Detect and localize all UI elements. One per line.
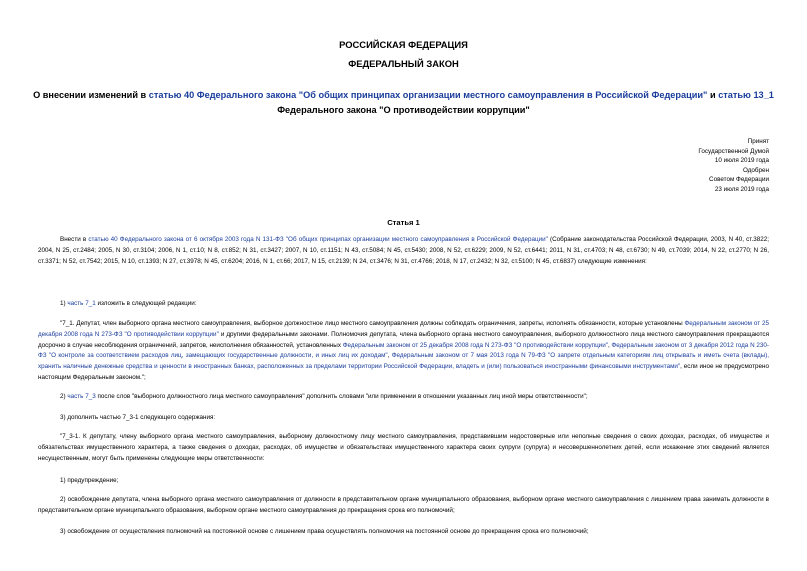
p1-text-a: Внести в [60, 236, 89, 243]
p1-link[interactable]: статью 40 Федерального закона от 6 октября 2003 года N 131-ФЗ "Об общих принципах организации местного самоуправления в Российской Федерации" [88, 236, 548, 243]
title-prefix: О внесении изменений в [33, 90, 149, 100]
paragraph-item-1 [38, 299, 769, 310]
title-line2: Федерального закона "О противодействии коррупции" [277, 105, 530, 115]
p2-text-b: изложить в следующей редакции: [95, 300, 197, 307]
paragraph-measure-2: 2) освобождение депутата, члена выборного органа местного самоуправления от должности в представительном органе муниципального образования, выборном органе местного самоуправления с лишением права занимать должности в представительном органе муниципального образования, выборном органе местного самоуправления до прекращения срока его полномочий; [38, 496, 769, 514]
adopted-label: Принят [747, 138, 769, 145]
p3-text-b: и другими федеральными законами. Полномочия депутата, члена выборного органа местного самоуправления, выборного должностного лица местного самоуправления прекращаются досрочно в случае несоблюдения ограничений, запретов, неисполнения обязанностей, установленных [38, 330, 769, 349]
law-type-heading: ФЕДЕРАЛЬНЫЙ ЗАКОН [348, 58, 459, 69]
paragraph-item-3: 3) дополнить частью 7_3-1 следующего содержания: [60, 414, 216, 421]
paragraph-measure-1: 1) предупреждение; [60, 477, 119, 484]
country-heading: РОССИЙСКАЯ ФЕДЕРАЦИЯ [339, 39, 468, 50]
p3-link-230fz[interactable]: Федеральным законом от 3 декабря 2012 года N 230-ФЗ "О контроле за соответствием расходов лиц, замещающих государственные должности, и иных лиц их доходам" [38, 341, 769, 360]
approved-label: Одобрен [742, 166, 769, 174]
p1-text-b: (Собрание законодательства Российской Федерации, 2003, N 40, ст.3822; 2004, N 25, ст.2484; 2005, N 30, ст.3104; 2006, N 1, ст.10; N 8, ст.852; N 31, ст.3427; 2007, N 10, ст.1151; N 43, ст.5084; N 45, ст.5430; 2008, N 52, ст.6229; 2009, N 52, ст.6441; 2011, N 31, ст.4703; N 48, ст.6730; N 49, ст.7039; 2014, N 22, ст.2770; N 26, ст.3371; N 52, ст.7542; 2015, N 10, ст.1393; N 27, ст.3978; N 45, ст.6204; 2016, N 1, ст.66; 2017, N 15, ст.2139; N 24, ст.3476; N 31, ст.4766; 2018, N 17, ст.2432; N 32, ст.5100; N 45, ст.6837) следующие изменения: [38, 236, 769, 265]
p3-text-a: "7_1. Депутат, член выборного органа местного самоуправления, выборное должностное лицо местного самоуправления должны соблюдать ограничения, запреты, исполнять обязанности, которые установлены [60, 320, 685, 327]
paragraph-7-3-1: "7_3-1. К депутату, члену выборного органа местного самоуправления, выборному должностному лицу местного самоуправления, представившим недостоверные или неполные сведения о своих доходах, расходах, об имуществе и обязательствах имущественного характера, а также сведения о доходах, расходах, об имуществе и обязательствах имущественного характера своих супруги (супруга) и несовершеннолетних детей, если искажение этих сведений является несущественным, могут быть применены следующие меры ответственности: [38, 433, 769, 462]
p2-text-a: 1) [60, 300, 68, 307]
law-title [20, 88, 787, 118]
p3-link-273fz[interactable]: Федеральным законом от 25 декабря 2008 года N 273-ФЗ "О противодействии коррупции" [38, 320, 769, 338]
paragraph-item-2 [38, 392, 769, 403]
approved-date: 23 июля 2019 года [714, 185, 769, 193]
p3-link-79fz[interactable]: Федеральным законом от 7 мая 2013 года N 79-ФЗ "О запрете отдельным категориям лиц открывать и иметь счета (вклады), хранить наличные денежные средства и ценности в иностранных банках, расположенных за пределами территории Российской Федерации, владеть и (или) пользоваться иностранными финансовыми инструментами" [38, 352, 769, 371]
p3-text-c: , [607, 341, 612, 349]
p4-text-a: 2) [60, 393, 68, 400]
paragraph-7-1 [38, 319, 769, 384]
p4-text-b: после слов "выборного должностного лица местного самоуправления" дополнить словами "или применении в отношении указанных лиц иной меры ответственности"; [95, 393, 588, 400]
title-link-article-40[interactable]: статью 40 Федерального закона "Об общих принципах организации местного самоуправления в Российской Федерации" [148, 90, 708, 100]
p4-link[interactable]: часть 7_3 [67, 393, 96, 400]
p2-link[interactable]: часть 7_1 [67, 300, 96, 307]
title-middle: и [707, 90, 719, 100]
p3-text-d: , [387, 352, 392, 360]
adoption-block [569, 137, 769, 194]
paragraph-intro [38, 235, 769, 267]
approved-by: Советом Федерации [709, 176, 769, 183]
adopted-date: 10 июля 2019 года [714, 157, 769, 164]
title-link-article-13-1[interactable]: статью 13_1 [718, 90, 774, 100]
paragraph-measure-3: 3) освобождение от осуществления полномочий на постоянной основе с лишением права осуществлять полномочия на постоянной основе до прекращения срока его полномочий; [60, 528, 589, 535]
article-title: Статья 1 [387, 218, 420, 227]
p3-link-273fz-2[interactable]: Федеральным законом от 25 декабря 2008 года N 273-ФЗ "О противодействии коррупции" [342, 341, 608, 349]
p3-text-e: , если иное не предусмотрено настоящим Федеральным законом."; [38, 363, 770, 381]
adopted-by: Государственной Думой [698, 147, 769, 155]
